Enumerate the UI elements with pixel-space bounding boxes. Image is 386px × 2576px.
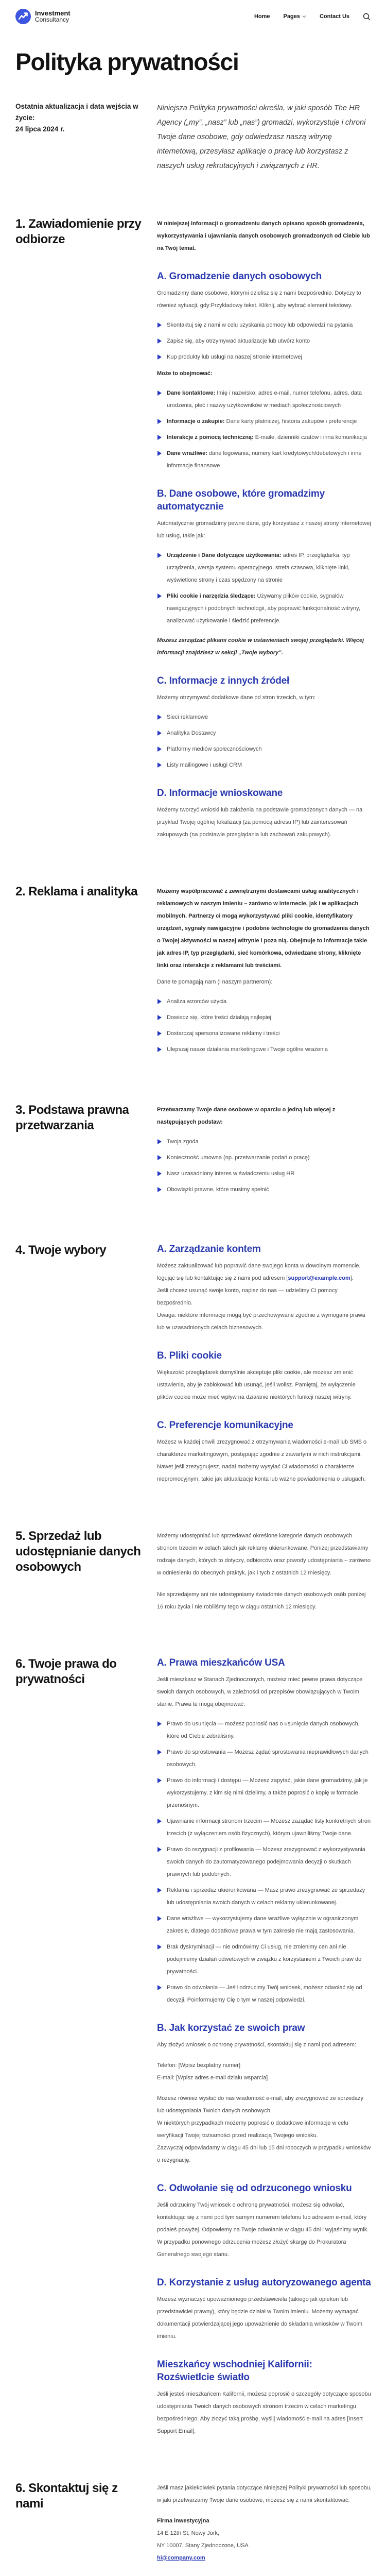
bullet-item: Dane kontaktowe: Imię i nazwisko, adres e-mail, numer telefonu, adres, data urodzenia, płeć i nazwy użytkowników w mediach społecznościowych <box>157 387 372 412</box>
body-paragraph: Zazwyczaj odpowiadamy w ciągu 45 dni lub 15 dni roboczych w przypadku wniosków o rezygnację. <box>157 2145 371 2163</box>
section-lead: Możemy współpracować z zewnętrznymi dostawcami usług analitycznych i reklamowych w naszym imieniu – zarówno w internecie, jak i w aplikacjach mobilnych. Partnerzy ci mogą wykorzystywać pliki cookie, identyfikatory urządzeń, sygnały nawigacyjne i podobne technologie do gromadzenia danych o Twojej aktywności w naszej witrynie i poza nią. Obejmuje to informacje takie jak adres IP, typ przeglądarki, sieć komórkowa, odwiedzane strony, kliknięte linki oraz interakcje z reklamami lub treściami. <box>157 888 370 969</box>
company-name: Firma inwestycyjna <box>157 2518 209 2524</box>
bullet-arrow-icon <box>157 451 162 456</box>
brand[interactable] <box>15 9 71 24</box>
last-updated-line2: 24 lipca 2024 r. <box>15 125 65 133</box>
body-paragraph: Możemy otrzymywać dodatkowe dane od stron trzecich, w tym: <box>157 694 316 701</box>
intro-paragraph: Niniejsza Polityka prywatności określa, w jaki sposób The HR Agency („my”, „nasz” lub „nas”) gromadzi, wykorzystuje i chroni Twoje dane osobowe, gdy odwiedzasz naszą witrynę internetową, przesyłasz aplikacje o pracę lub korzystasz z naszych usług rekrutacyjnych i związanych z HR. <box>157 104 366 170</box>
section-lead: Przetwarzamy Twoje dane osobowe w oparciu o jedną lub więcej z następujących podstaw: <box>157 1107 336 1125</box>
brand-name-top: Investment <box>35 9 71 17</box>
body-paragraph: Gromadzimy dane osobowe, którymi dzielisz się z nami bezpośrednio. Dotyczy to również sytuacji, gdy:Przykładowy tekst. Kliknij, aby wybrać element tekstowy. <box>157 290 361 309</box>
bullet-list <box>157 549 372 627</box>
body-paragraph: Jeśli odrzucimy Twój wniosek o ochronę prywatności, możesz się odwołać, kontaktując się z nami pod tym samym numerem telefonu lub adresem e-mail, który podałeś powyżej. Odpowiemy na Twoje odwołanie w ciągu 45 dni i wyjaśnimy wynik. W przypadku ponownego odrzucenia możesz złożyć skargę do Prokuratora Generalnego swojego stanu. <box>157 2202 369 2258</box>
text-span: ]. <box>350 1275 354 1281</box>
address-line-2: NY 10007, Stany Zjednoczone, USA <box>157 2543 249 2549</box>
subheading-inferred-info: D. Informacje wnioskowane <box>157 788 283 799</box>
bullet-arrow-icon <box>157 1750 162 1755</box>
bullet-item: Prawo do sprostowania — Możesz żądać sprostowania nieprawidłowych danych osobowych. <box>157 1746 372 1771</box>
bullet-arrow-icon <box>157 747 162 752</box>
body-paragraph: Dane te pomagają nam (i naszym partnerom): <box>157 979 273 985</box>
bullet-arrow-icon <box>157 1721 162 1726</box>
body-paragraph: Automatycznie gromadzimy pewne dane, gdy korzystasz z naszej strony internetowej lub usług, takie jak: <box>157 520 371 539</box>
bullet-item: Interakcje z pomocą techniczną: E-maile, dzienniki czatów i inna komunikacja <box>157 431 372 444</box>
contact-placeholders <box>157 2059 372 2084</box>
subheading-collection: A. Gromadzenie danych osobowych <box>157 271 322 282</box>
body-paragraph: Aby złożyć wniosek o ochronę prywatności, skontaktuj się z nami pod adresem: <box>157 2042 357 2048</box>
bullet-item: Analityka Dostawcy <box>157 727 372 739</box>
subheading-account-management: A. Zarządzanie kontem <box>157 1244 261 1255</box>
bullet-arrow-icon <box>157 354 162 360</box>
bullet-arrow-icon <box>157 999 162 1004</box>
bullet-item: Ulepszaj nasze działania marketingowe i Twoje ogólne wrażenia <box>157 1043 372 1056</box>
bullet-item: Prawo do rezygnacji z profilowania — Możesz zrezygnować z wykorzystywania swoich danych do zautomatyzowanego podejmowania decyzji o skutkach prawnych lub podobnych. <box>157 1843 372 1880</box>
bullet-arrow-icon <box>157 1015 162 1020</box>
bullet-arrow-icon <box>157 1187 162 1192</box>
bullet-arrow-icon <box>157 1916 162 1921</box>
bullet-item: Ujawnianie informacji stronom trzecim — Możesz zażądać listy konkretnych stron trzecich (z wyłączeniem osób fizycznych), którym ujawniliśmy Twoje dane. <box>157 1815 372 1840</box>
section-legal-basis <box>15 1103 371 1199</box>
bullet-list <box>157 1136 372 1196</box>
bullet-item: Skontaktuj się z nami w celu uzyskania pomocy lub odpowiedzi na pytania <box>157 319 372 331</box>
bullet-item: Dowiedz się, które treści działają najlepiej <box>157 1011 372 1024</box>
phone-placeholder: Telefon: [Wpisz bezpłatny numer] <box>157 2062 241 2069</box>
support-email-link[interactable]: support@example.com <box>288 1275 350 1281</box>
bullet-item: Pliki cookie i narzędzia śledzące: Używamy plików cookie, sygnałów nawigacyjnych i podobnych technologii, aby poprawić funkcjonalność witryny, analizować użytkowanie i śledzić preferencje. <box>157 590 372 627</box>
subheading-appeal: C. Odwołanie się od odrzuconego wniosku <box>157 2183 352 2194</box>
bullet-arrow-icon <box>157 1139 162 1144</box>
bullet-list <box>157 387 372 472</box>
bullet-list <box>157 711 372 771</box>
bullet-item: Informacje o zakupie: Dane karty płatniczej, historia zakupów i preferencje <box>157 415 372 428</box>
bullet-item: Konieczność umowna (np. przetwarzanie podań o pracę) <box>157 1151 372 1164</box>
bullet-item: Obowiązki prawne, które musimy spełnić <box>157 1183 372 1196</box>
bullet-arrow-icon <box>157 338 162 344</box>
section-title: 4. Twoje wybory <box>15 1243 107 1257</box>
bullet-arrow-icon <box>157 419 162 424</box>
nav-pages-label: Pages <box>283 13 300 20</box>
body-paragraph: Jeśli masz jakiekolwiek pytania dotyczące niniejszej Polityki prywatności lub sposobu, w jaki przetwarzamy Twoje dane osobowe, możesz się z nami skontaktować: <box>157 2485 372 2503</box>
bullet-arrow-icon <box>157 1847 162 1852</box>
bullet-arrow-icon <box>157 1778 162 1783</box>
section-title: 6. Skontaktuj się z nami <box>15 2481 118 2511</box>
email-placeholder: E-mail: [Wpisz adres e-mail działu wsparcia] <box>157 2075 268 2081</box>
bullet-arrow-icon <box>157 553 162 558</box>
bullet-arrow-icon <box>157 1944 162 1950</box>
bullet-item: Twoja zgoda <box>157 1136 372 1148</box>
contact-block <box>157 2515 372 2564</box>
body-paragraph: Możesz wyznaczyć upoważnionego przedstawiciela (takiego jak opiekun lub przedstawiciel prawny), który będzie działał w Twoim imieniu. Możemy wymagać dokumentacji potwierdzającej jego upoważnienie do składania wniosków w Twoim imieniu. <box>157 2296 363 2340</box>
body-paragraph: Możemy tworzyć wnioski lub założenia na podstawie gromadzonych danych — na przykład Twojej ogólnej lokalizacji (za pomocą adresu IP) lub zainteresowań zakupowych (na podstawie przeglądania lub zachowań zakupowych). <box>157 807 363 838</box>
section-title: 1. Zawiadomienie przy odbiorze <box>15 217 142 246</box>
bullet-item: Platformy mediów społecznościowych <box>157 743 372 755</box>
main-nav <box>254 13 371 21</box>
last-updated-line1: Ostatnia aktualizacja i data wejścia w życie: <box>15 103 138 122</box>
bullet-item: Zapisz się, aby otrzymywać aktualizacje lub utwórz konto <box>157 335 372 347</box>
contact-email-link[interactable]: hi@company.com <box>157 2555 205 2561</box>
bullet-arrow-icon <box>157 594 162 599</box>
body-paragraph: Jeśli jesteś mieszkańcem Kalifornii, możesz poprosić o szczegóły dotyczące sposobu udostępniania Twoich danych osobowych stronom trzecim w celach marketingu bezpośredniego. Aby złożyć taką prośbę, wyślij wiadomość e-mail na adres [Insert Support Email]. <box>157 2391 371 2434</box>
bullet-item: Kup produkty lub usługi na naszej stronie internetowej <box>157 351 372 363</box>
bullet-arrow-icon <box>157 1171 162 1176</box>
bullet-item: Prawo do odwołania — Jeśli odrzucimy Twój wniosek, możesz odwołać się od decyzji. Poinformujemy Cię o tym w naszej odpowiedzi. <box>157 1981 372 2006</box>
intro-section <box>15 101 371 173</box>
subheading-california-shine-the-light: Mieszkańcy wschodniej Kalifornii: Rozświetlcie światło <box>157 2359 312 2383</box>
section-your-choices <box>15 1243 371 1485</box>
bullet-item: Dane wrażliwe — wykorzystujemy dane wrażliwe wyłącznie w ograniczonym zakresie, dlatego dodatkowe prawa w tym zakresie nie mają zastosowania. <box>157 1912 372 1937</box>
body-paragraph <box>157 1260 372 1284</box>
body-paragraph: Większość przeglądarek domyślnie akceptuje pliki cookie, ale możesz zmienić ustawienia, aby je zablokować lub usunąć, jeśli wolisz. Pamiętaj, że wyłączenie plików cookie może mieć wpływ na działanie niektórych funkcji naszej witryny. <box>157 1369 356 1400</box>
bullet-list <box>157 319 372 363</box>
address-line-1: 14 E 12th St, Nowy Jork, <box>157 2530 220 2536</box>
bullet-arrow-icon <box>157 1047 162 1052</box>
bullet-arrow-icon <box>157 323 162 328</box>
brand-name-bottom: Consultancy <box>35 16 69 23</box>
body-paragraph: Jeśli mieszkasz w Stanach Zjednoczonych, możesz mieć pewne prawa dotyczące swoich danych osobowych, w zależności od przepisów obowiązujących w Twoim stanie. Prawa te mogą obejmować: <box>157 1676 363 1707</box>
bullet-item: Reklama i sprzedaż ukierunkowana — Masz prawo zrezygnować ze sprzedaży lub udostępniania swoich danych w celach reklamy ukierunkowanej. <box>157 1884 372 1909</box>
bullet-item: Prawo do informacji i dostępu — Możesz zapytać, jakie dane gromadzimy, jak je wykorzystujemy, z kim się nimi dzielimy, a także poprosić o kopię w formacie przenośnym. <box>157 1774 372 1811</box>
body-paragraph: Możemy udostępniać lub sprzedawać określone kategorie danych osobowych stronom trzecim w celach takich jak reklamy ukierunkowane. Poniżej przedstawiamy rodzaje danych, których to dotyczy, odbiorców oraz powody udostępniania – zarówno w odniesieniu do obecnych praktyk, jak i tych z ostatnich 12 miesięcy. <box>157 1533 371 1576</box>
main-content <box>0 48 386 2564</box>
section-notice-at-collection <box>15 216 371 841</box>
bullet-item: Listy mailingowe i usługi CRM <box>157 759 372 771</box>
section-privacy-rights <box>15 1656 371 2437</box>
subheading-us-residents-rights: A. Prawa mieszkańców USA <box>157 1657 285 1668</box>
text-span: Możesz zaktualizować lub poprawić dane swojego konta w dowolnym momencie, logując się lub kontaktując się z nami pod adresem [ <box>157 1263 361 1281</box>
bullet-arrow-icon <box>157 1985 162 1990</box>
nav-pages[interactable] <box>284 13 306 20</box>
nav-contact-us[interactable]: Contact Us <box>319 13 349 20</box>
body-paragraph: Możesz w każdej chwili zrezygnować z otrzymywania wiadomości e-mail lub SMS o charakterze marketingowym, postępując zgodnie z zawartymi w nich instrukcjami. Nawet jeśli zrezygnujesz, nadal możemy wysyłać Ci wiadomości o charakterze niepromocyjnym, takie jak aktualizacje konta lub ważne powiadomienia o usługach. <box>157 1439 367 1482</box>
bullet-arrow-icon <box>157 762 162 768</box>
bullet-arrow-icon <box>157 391 162 396</box>
bullet-item: Nasz uzasadniony interes w świadczeniu usług HR <box>157 1167 372 1180</box>
body-paragraph: Nie sprzedajemy ani nie udostępniamy świadomie danych osobowych osób poniżej 16 roku życia i nie robiliśmy tego w ciągu ostatnich 12 miesięcy. <box>157 1591 366 1610</box>
last-updated-label <box>15 101 157 173</box>
brand-logo-icon <box>15 9 31 24</box>
bullet-item: Sieci reklamowe <box>157 711 372 723</box>
body-paragraph: Możesz również wysłać do nas wiadomość e-mail, aby zrezygnować ze sprzedaży lub udostępniania Twoich danych osobowych. <box>157 2095 364 2114</box>
section-sale-sharing <box>15 1529 371 1613</box>
subheading-communication-preferences: C. Preferencje komunikacyjne <box>157 1420 293 1431</box>
cookie-note: Możesz zarządzać plikami cookie w ustawieniach swojej przeglądarki. Więcej informacji znajdziesz w sekcji „Twoje wybory”. <box>157 637 364 656</box>
bullet-item: Urządzenie i Dane dotyczące użytkowania: adres IP, przeglądarka, typ urządzenia, wersja systemu operacyjnego, strefa czasowa, kliknięte linki, wyświetlone strony i czas spędzony na stronie <box>157 549 372 586</box>
subheading-automatic-data: B. Dane osobowe, które gromadzimy automatycznie <box>157 488 325 512</box>
nav-home[interactable]: Home <box>254 13 270 20</box>
bullet-item: Brak dyskryminacji — nie odmówimy Ci usług, nie zmienimy cen ani nie podejmiemy działań odwetowych w związku z korzystaniem z Twoich praw do prywatności. <box>157 1941 372 1978</box>
bullet-item: Dostarczaj spersonalizowane reklamy i treści <box>157 1027 372 1040</box>
bullet-list <box>157 1718 372 2006</box>
section-title: 3. Podstawa prawna przetwarzania <box>15 1103 129 1132</box>
bullet-arrow-icon <box>157 435 162 440</box>
bullet-arrow-icon <box>157 715 162 720</box>
site-header <box>0 0 386 33</box>
section-lead: W niniejszej Informacji o gromadzeniu danych opisano sposób gromadzenia, wykorzystywania i ujawniania danych osobowych gromadzonych od Ciebie lub na Twój temat. <box>157 221 370 251</box>
subheading-cookies: B. Pliki cookie <box>157 1350 222 1361</box>
bullet-item: Dane wrażliwe: dane logowania, numery kart kredytowych/debetowych i inne informacje finansowe <box>157 447 372 472</box>
body-paragraph: Może to obejmować: <box>157 370 213 377</box>
bullet-arrow-icon <box>157 1819 162 1824</box>
section-advertising-analytics <box>15 884 371 1059</box>
bullet-arrow-icon <box>157 731 162 736</box>
page-title: Polityka prywatności <box>15 48 239 75</box>
bullet-item: Analiza wzorców użycia <box>157 995 372 1008</box>
section-title: 2. Reklama i analityka <box>15 885 138 899</box>
bullet-arrow-icon <box>157 1888 162 1893</box>
search-icon[interactable] <box>363 13 371 21</box>
body-paragraph: Jeśli chcesz usunąć swoje konto, napisz do nas — udzielimy Ci pomocy bezpośrednio. <box>157 1287 338 1306</box>
chevron-down-icon <box>302 15 306 18</box>
subheading-exercise-rights: B. Jak korzystać ze swoich praw <box>157 2023 305 2033</box>
bullet-arrow-icon <box>157 1155 162 1160</box>
subheading-other-sources: C. Informacje z innych źródeł <box>157 675 290 686</box>
body-paragraph: Uwaga: niektóre informacje mogą być przechowywane zgodnie z wymogami prawa lub w uzasadnionych celach biznesowych. <box>157 1312 365 1331</box>
bullet-arrow-icon <box>157 1031 162 1036</box>
body-paragraph: W niektórych przypadkach możemy poprosić o dodatkowe informacje w celu weryfikacji Twojej tożsamości przed realizacją Twojego wniosku. <box>157 2120 348 2139</box>
bullet-item: Prawo do usunięcia — możesz poprosić nas o usunięcie danych osobowych, które od Ciebie zebraliśmy. <box>157 1718 372 1742</box>
section-title: 6. Twoje prawa do prywatności <box>15 1657 117 1686</box>
section-title: 5. Sprzedaż lub udostępnianie danych osobowych <box>15 1529 141 1574</box>
subheading-authorized-agent: D. Korzystanie z usług autoryzowanego agenta <box>157 2277 371 2288</box>
bullet-list <box>157 995 372 1056</box>
section-contact-us <box>15 2481 371 2564</box>
